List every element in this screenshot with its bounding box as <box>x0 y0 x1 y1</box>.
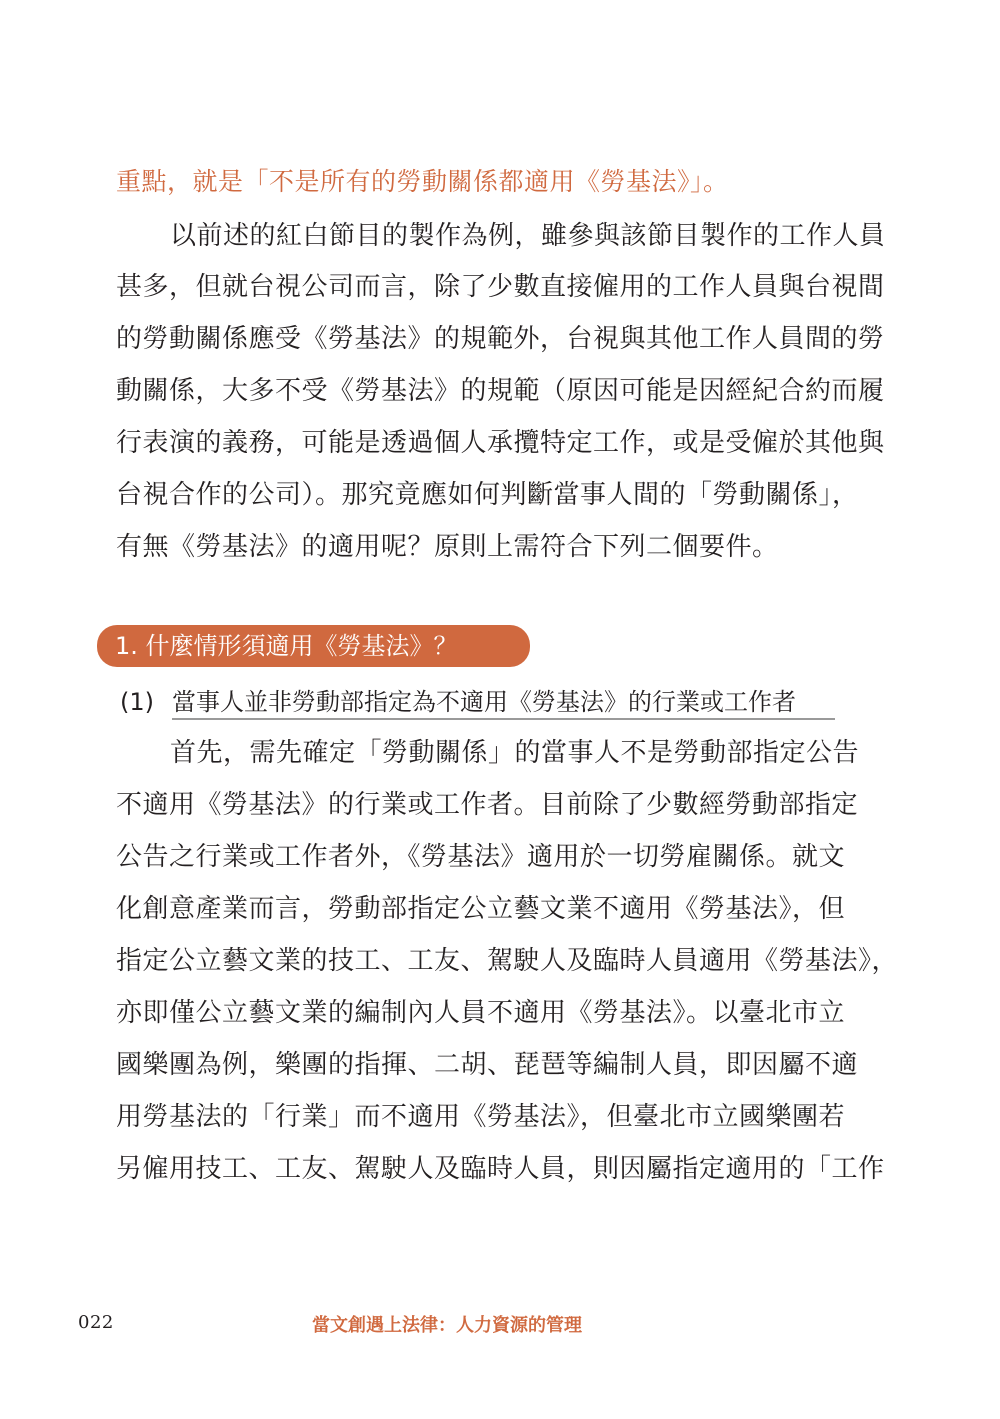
paragraph-line: 不適用《勞基法》的行業或工作者。目前除了少數經勞動部指定 <box>116 790 859 820</box>
paragraph-line: 甚多，但就台視公司而言，除了少數直接僱用的工作人員與台視間 <box>116 272 885 302</box>
subsection-heading <box>120 686 796 718</box>
paragraph-line: 指定公立藝文業的技工、工友、駕駛人及臨時人員適用《勞基法》， <box>116 946 899 976</box>
paragraph-line: 有無《勞基法》的適用呢？原則上需符合下列二個要件。 <box>116 532 779 562</box>
subsection-title: 當事人並非勞動部指定為不適用《勞基法》的行業或工作者 <box>172 688 796 716</box>
subsection-number: (1) <box>120 688 154 716</box>
paragraph-line: 用勞基法的「行業」而不適用《勞基法》，但臺北市立國樂團若 <box>116 1102 846 1132</box>
highlight-statement: 重點，就是「不是所有的勞動關係都適用《勞基法》」。 <box>116 167 729 196</box>
paragraph-line: 亦即僅公立藝文業的編制內人員不適用《勞基法》。以臺北市立 <box>116 998 846 1028</box>
subsection-underline <box>172 718 835 720</box>
paragraph-line: 另僱用技工、工友、駕駛人及臨時人員，則因屬指定適用的「工作 <box>116 1154 885 1184</box>
section-heading: 1. 什麼情形須適用《勞基法》？ <box>97 625 530 667</box>
paragraph-line: 國樂團為例，樂團的指揮、二胡、琵琶等編制人員，即因屬不適 <box>116 1050 859 1080</box>
paragraph-line: 的勞動關係應受《勞基法》的規範外，台視與其他工作人員間的勞 <box>116 324 885 354</box>
page-number: 022 <box>78 1312 114 1333</box>
paragraph-line: 以前述的紅白節目的製作為例，雖參與該節目製作的工作人員 <box>170 221 886 251</box>
running-footer-title: 當文創遇上法律：人力資源的管理 <box>312 1315 582 1336</box>
paragraph-line: 行表演的義務，可能是透過個人承攬特定工作，或是受僱於其他與 <box>116 428 885 458</box>
paragraph-line: 台視合作的公司）。那究竟應如何判斷當事人間的「勞動關係」， <box>116 480 859 510</box>
paragraph-line: 化創意產業而言，勞動部指定公立藝文業不適用《勞基法》，但 <box>116 894 846 924</box>
paragraph-line: 公告之行業或工作者外，《勞基法》適用於一切勞雇關係。就文 <box>116 842 846 872</box>
paragraph-line: 首先，需先確定「勞動關係」的當事人不是勞動部指定公告 <box>170 738 860 768</box>
paragraph-line: 動關係，大多不受《勞基法》的規範（原因可能是因經紀合約而履 <box>116 376 885 406</box>
